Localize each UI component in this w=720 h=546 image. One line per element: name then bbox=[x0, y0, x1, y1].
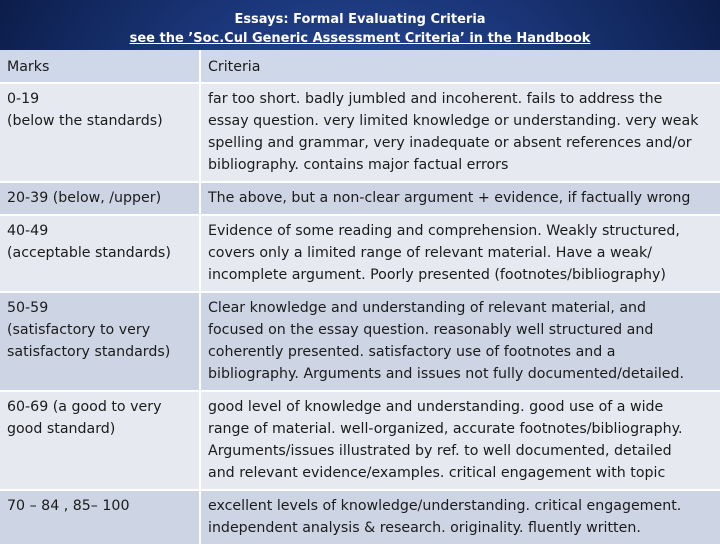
marks-line: 20-39 (below, /upper) bbox=[7, 190, 162, 206]
criteria-line: essay question. very limited knowledge or understanding. very weak bbox=[208, 113, 699, 129]
criteria-line: and relevant evidence/examples. critical engagement with topic bbox=[208, 465, 666, 481]
criteria-cell bbox=[201, 84, 720, 183]
marks-cell bbox=[0, 84, 201, 183]
slide-title: Essays: Formal Evaluating Criteria bbox=[234, 12, 486, 27]
criteria-table bbox=[0, 50, 720, 546]
marks-cell bbox=[0, 293, 201, 392]
table-row bbox=[0, 84, 720, 183]
marks-column-header: Marks bbox=[0, 50, 201, 84]
criteria-line: excellent levels of knowledge/understanding. critical engagement. bbox=[208, 498, 682, 514]
marks-line: (acceptable standards) bbox=[7, 245, 171, 261]
marks-cell bbox=[0, 392, 201, 491]
criteria-line: coherently presented. satisfactory use of footnotes and a bbox=[208, 344, 616, 360]
criteria-line: range of material. well-organized, accurate footnotes/bibliography. bbox=[208, 421, 683, 437]
marks-line: 60-69 (a good to very bbox=[7, 399, 162, 415]
criteria-cell bbox=[201, 293, 720, 392]
marks-line: 0-19 bbox=[7, 91, 40, 107]
table-row bbox=[0, 491, 720, 546]
criteria-line: Arguments/issues illustrated by ref. to well documented, detailed bbox=[208, 443, 672, 459]
criteria-cell bbox=[201, 392, 720, 491]
criteria-line: far too short. badly jumbled and incoherent. fails to address the bbox=[208, 91, 663, 107]
table-row bbox=[0, 293, 720, 392]
criteria-line: focused on the essay question. reasonably well structured and bbox=[208, 322, 654, 338]
criteria-line: Clear knowledge and understanding of relevant material, and bbox=[208, 300, 647, 316]
marks-line: (satisfactory to very bbox=[7, 322, 151, 338]
criteria-cell bbox=[201, 491, 720, 546]
criteria-line: covers only a limited range of relevant material. Have a weak/ bbox=[208, 245, 652, 261]
criteria-line: good level of knowledge and understanding. good use of a wide bbox=[208, 399, 664, 415]
criteria-column-header: Criteria bbox=[201, 50, 720, 84]
slide-title-block bbox=[0, 10, 720, 48]
criteria-cell bbox=[201, 183, 720, 216]
table-row bbox=[0, 392, 720, 491]
table-row bbox=[0, 183, 720, 216]
criteria-line: bibliography. Arguments and issues not fully documented/detailed. bbox=[208, 366, 685, 382]
marks-cell bbox=[0, 216, 201, 293]
marks-line: satisfactory standards) bbox=[7, 344, 171, 360]
marks-line: 40-49 bbox=[7, 223, 49, 239]
criteria-line: bibliography. contains major factual errors bbox=[208, 157, 509, 173]
criteria-cell bbox=[201, 216, 720, 293]
criteria-line: independent analysis & research. originality. fluently written. bbox=[208, 520, 641, 536]
criteria-line: spelling and grammar, very inadequate or absent references and/or bbox=[208, 135, 692, 151]
marks-line: good standard) bbox=[7, 421, 116, 437]
marks-cell bbox=[0, 491, 201, 546]
marks-line: 70 – 84 , 85– 100 bbox=[7, 498, 130, 514]
criteria-line: incomplete argument. Poorly presented (footnotes/bibliography) bbox=[208, 267, 666, 283]
table-header-row bbox=[0, 50, 720, 84]
table-row bbox=[0, 216, 720, 293]
slide-subtitle: see the ’Soc.Cul Generic Assessment Criteria’ in the Handbook bbox=[129, 31, 591, 46]
marks-line: (below the standards) bbox=[7, 113, 163, 129]
marks-line: 50-59 bbox=[7, 300, 49, 316]
criteria-line: Evidence of some reading and comprehension. Weakly structured, bbox=[208, 223, 680, 239]
marks-cell bbox=[0, 183, 201, 216]
criteria-line: The above, but a non-clear argument + evidence, if factually wrong bbox=[208, 190, 691, 206]
